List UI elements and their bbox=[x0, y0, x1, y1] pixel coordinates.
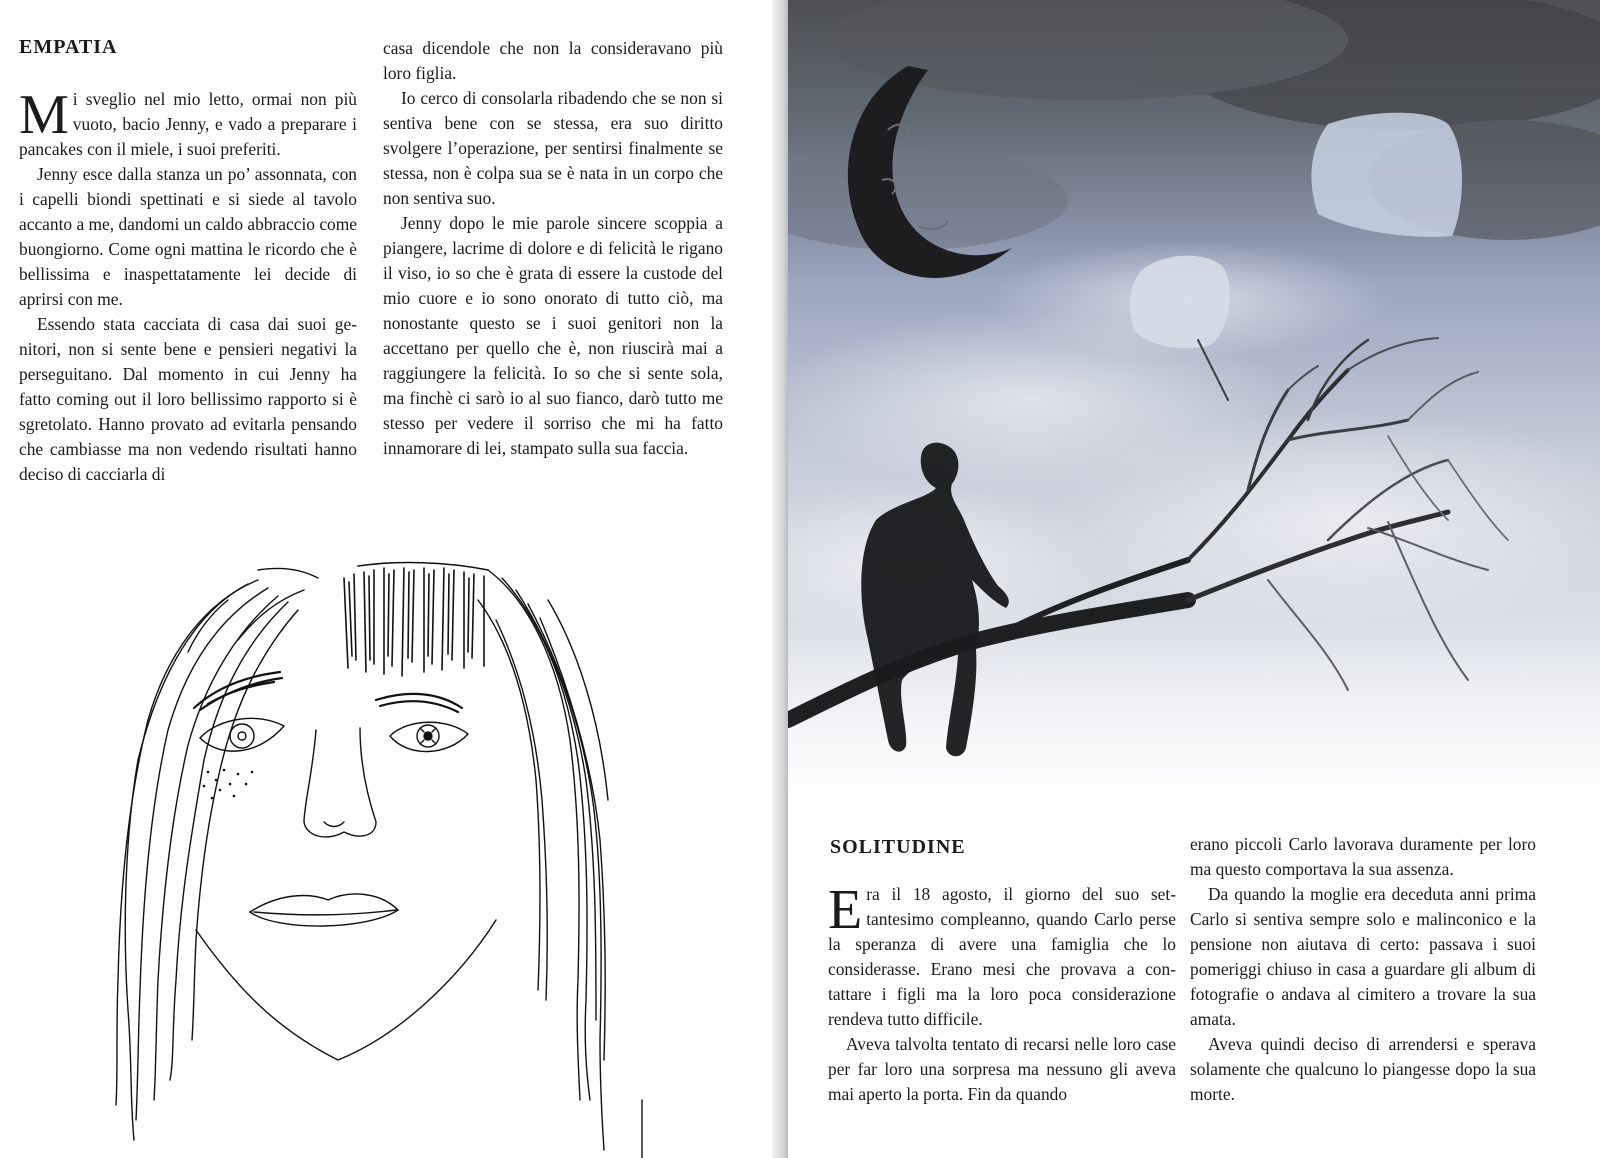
book-gutter bbox=[772, 0, 788, 1158]
text-column-left-1 bbox=[19, 84, 357, 487]
pale-cloud-right bbox=[1311, 113, 1462, 237]
face-sketch-illustration bbox=[108, 560, 668, 1158]
paragraph: erano piccoli Carlo lavorava duramente per loro ma questo comportava la sua assenza. bbox=[1190, 834, 1536, 879]
face-outline bbox=[196, 920, 496, 1060]
text-column-right-2 bbox=[1190, 832, 1536, 1107]
drop-cap: E bbox=[828, 879, 863, 941]
paragraph-text: i sveglio nel mio letto, ormai non più vuoto, bacio Jenny, e vado a preparare i pancakes con il miele, i suoi preferiti. bbox=[19, 89, 357, 159]
hair-left bbox=[116, 568, 318, 1140]
freckles bbox=[203, 769, 254, 800]
paragraph: Jenny esce dalla stanza un po’ assonnata, con i capelli biondi spettinati e si siede al tavolo accanto a me, dandomi un caldo abbraccio come buongiorno. Come ogni mattina le ricordo che è bellissima e inaspettatamente lei decide di aprirsi con me. bbox=[19, 164, 357, 309]
paragraph bbox=[19, 84, 357, 162]
page-title-solitudine: SOLITUDINE bbox=[830, 836, 966, 858]
nose bbox=[304, 728, 376, 837]
lips bbox=[250, 894, 398, 926]
text-column-right-1 bbox=[828, 879, 1176, 1107]
eyebrows bbox=[194, 672, 462, 712]
paragraph: Aveva quindi deciso di arrendersi e sperava solamente che qualcuno lo piangesse dopo la sua morte. bbox=[1190, 1034, 1536, 1104]
paragraph: casa dicendole che non la consideravano più loro figlia. bbox=[383, 38, 723, 83]
text-column-left-2 bbox=[383, 36, 723, 461]
pale-cloud-center bbox=[1130, 256, 1230, 349]
bangs bbox=[344, 563, 488, 676]
paragraph: Io cerco di consolarla ribadendo che se non si sentiva bene con se stessa, era suo diritto svolgere l’operazione, per sentirsi finalmente se stessa, non è colpa sua se è nata in un corpo che non sentiva suo. bbox=[383, 88, 723, 208]
watercolor-illustration bbox=[788, 0, 1600, 830]
page-title-empatia: EMPATIA bbox=[19, 36, 118, 58]
paragraph: Essendo stata cacciata di casa dai suoi genitori, non si sente bene e pensieri negativi la perseguitano. Dal momento in cui Jenny ha fatto coming out il loro bellissimo rapporto si è sgretolato. Hanno provato ad evitarla pensando che cambiasse ma non vedendo risultati hanno deciso di cacciarla di bbox=[19, 314, 357, 484]
paragraph: Da quando la moglie era deceduta anni prima Carlo si sentiva sempre solo e malinconico e la pensione non aiutava di certo: passava i suoi pomeriggi chiuso in casa a guardare gli album di fotografie o andava al cimitero a trovare la sua amata. bbox=[1190, 884, 1536, 1029]
drop-cap: M bbox=[19, 84, 69, 146]
paragraph: Jenny dopo le mie parole sincere scoppia a piangere, lacrime di dolore e di felicità le rigano il viso, io so che è grata di essere la custode del mio cuore e io sono onorato di tutto ciò, ma nonostante questo se i suoi genitori non la accettano per quello che è, non riuscirà mai a raggiungere la felicità. Io so che si sente sola, ma finchè ci sarò io al suo fianco, darò tutto me stesso per vedere il sorriso che mi ha fatto innamorare di lei, stampato sulla sua faccia. bbox=[383, 213, 723, 458]
right-page bbox=[788, 0, 1600, 1158]
paragraph: Aveva talvolta tentato di recarsi nelle loro case per far loro una sorpresa ma nessuno gli aveva mai aperto la porta. Fin da quando bbox=[828, 1034, 1176, 1104]
hair-right bbox=[478, 570, 608, 1150]
paragraph bbox=[828, 879, 1176, 1032]
left-page bbox=[0, 0, 772, 1158]
eyes bbox=[200, 718, 468, 751]
paragraph-text: ra il 18 agosto, il giorno del suo settantesimo compleanno, quando Carlo perse la speranza di avere una famiglia che lo considerasse. Erano mesi che provava a contattare i figli ma la loro poca considerazione rendeva tutto difficile. bbox=[828, 884, 1176, 1029]
nostril bbox=[324, 822, 344, 827]
